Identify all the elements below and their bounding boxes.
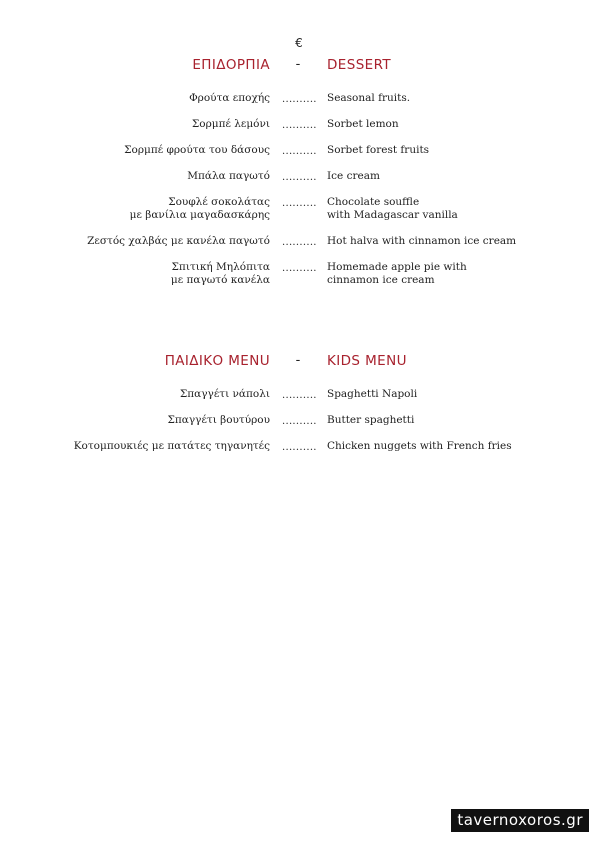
item-name-english: Hot halva with cinnamon ice cream <box>327 235 517 247</box>
item-name-greek: Κοτομπουκιές με πατάτες τηγανητές <box>73 440 270 452</box>
item-leader-dots: .......... <box>282 263 317 274</box>
section-separator: - <box>295 57 301 72</box>
section-title-english: KIDS MENU <box>327 353 407 369</box>
section-header <box>0 57 595 83</box>
item-name-english: Ice cream <box>327 170 380 182</box>
item-leader-dots: .......... <box>282 237 317 248</box>
item-name-greek: Μπάλα παγωτό <box>187 170 270 182</box>
item-leader-dots: .......... <box>282 198 317 209</box>
menu-item <box>0 414 595 440</box>
section-dessert <box>0 57 595 300</box>
site-watermark: tavernoxoros.gr <box>451 809 589 832</box>
menu-item-list <box>0 388 595 466</box>
item-leader-dots: .......... <box>282 120 317 131</box>
item-leader-dots: .......... <box>282 146 317 157</box>
menu-item <box>0 144 595 170</box>
item-name-english: Chicken nuggets with French fries <box>327 440 512 452</box>
item-name-greek: Σορμπέ λεμόνι <box>191 118 270 130</box>
item-name-english: Chocolate souffle with Madagascar vanilla <box>327 196 458 221</box>
item-name-english: Homemade apple pie with cinnamon ice cream <box>327 261 467 286</box>
item-name-greek: Σορμπέ φρούτα του δάσους <box>124 144 270 156</box>
section-title-greek: ΠΑΙΔΙΚΟ MENU <box>164 353 270 369</box>
item-name-greek: Φρούτα εποχής <box>189 92 270 104</box>
item-name-english: Spaghetti Napoli <box>327 388 418 400</box>
menu-item <box>0 196 595 235</box>
item-name-english: Seasonal fruits. <box>327 92 411 104</box>
item-leader-dots: .......... <box>282 442 317 453</box>
item-name-greek: Σπιτική Μηλόπιτα με παγωτό κανέλα <box>170 261 270 286</box>
item-name-greek: Σουφλέ σοκολάτας με βανίλια μαγαδασκάρης <box>129 196 270 221</box>
item-name-english: Sorbet forest fruits <box>327 144 430 156</box>
section-title-english: DESSERT <box>327 57 392 73</box>
menu-item <box>0 235 595 261</box>
menu-item <box>0 170 595 196</box>
menu-item <box>0 388 595 414</box>
menu-item <box>0 92 595 118</box>
section-header <box>0 353 595 379</box>
section-title-greek: ΕΠΙΔΟΡΠΙΑ <box>192 57 270 73</box>
item-name-english: Butter spaghetti <box>327 414 415 426</box>
currency-symbol: € <box>295 36 303 50</box>
menu-item <box>0 261 595 300</box>
item-name-greek: Ζεστός χαλβάς με κανέλα παγωτό <box>87 235 270 247</box>
menu-item <box>0 118 595 144</box>
item-name-greek: Σπαγγέτι βουτύρου <box>167 414 270 426</box>
section-kids-menu <box>0 353 595 466</box>
section-separator: - <box>295 353 301 368</box>
item-leader-dots: .......... <box>282 94 317 105</box>
item-leader-dots: .......... <box>282 172 317 183</box>
menu-item-list <box>0 92 595 300</box>
item-leader-dots: .......... <box>282 416 317 427</box>
menu-item <box>0 440 595 466</box>
item-leader-dots: .......... <box>282 390 317 401</box>
item-name-english: Sorbet lemon <box>327 118 399 130</box>
item-name-greek: Σπαγγέτι νάπολι <box>179 388 270 400</box>
